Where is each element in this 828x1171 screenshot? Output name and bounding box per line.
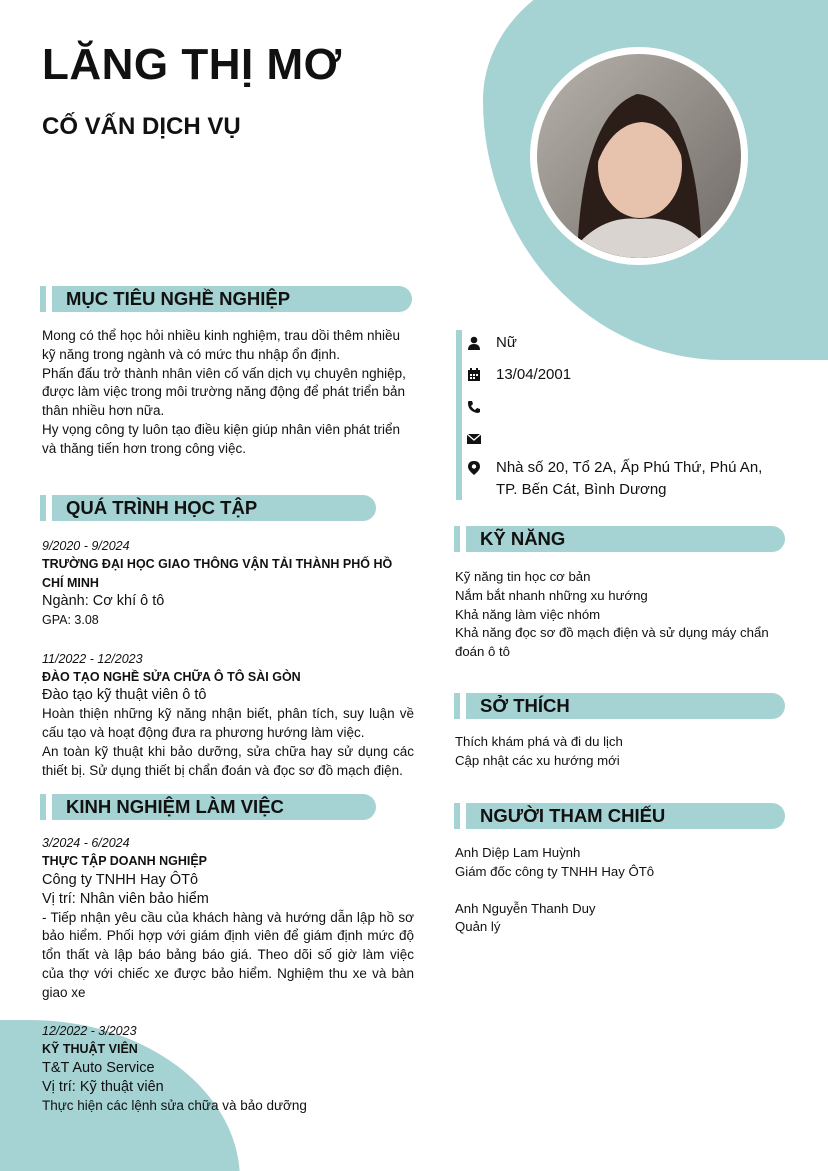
skill-item: Khả năng đọc sơ đồ mạch điện và sử dụng máy chẩn đoán ô tô bbox=[455, 625, 769, 660]
experience-detail: Thực hiện các lệnh sửa chữa và bảo dưỡng bbox=[42, 1097, 307, 1113]
experience-company: Công ty TNHH Hay ÔTô bbox=[42, 871, 199, 888]
education-major: Ngành: Cơ khí ô tô bbox=[42, 593, 165, 609]
objective-text bbox=[42, 327, 414, 459]
skill-item: Khả năng làm việc nhóm bbox=[455, 606, 601, 622]
profile-photo bbox=[537, 54, 741, 258]
hobbies-heading: SỞ THÍCH bbox=[480, 695, 570, 716]
address-line-2: TP. Bến Cát, Bình Dương bbox=[496, 481, 667, 498]
experience-date: 3/2024 - 6/2024 bbox=[42, 836, 130, 850]
skill-item: Nắm bắt nhanh những xu hướng bbox=[455, 587, 648, 603]
education-item bbox=[42, 650, 414, 781]
skills-heading: KỸ NĂNG bbox=[480, 528, 566, 549]
hobby-item: Cập nhật các xu hướng mới bbox=[455, 752, 620, 768]
reference-name: Anh Nguyễn Thanh Duy bbox=[455, 900, 596, 916]
education-date: 9/2020 - 9/2024 bbox=[42, 539, 130, 553]
candidate-job-title: CỐ VẤN DỊCH VỤ bbox=[42, 113, 241, 140]
address-line-1: Nhà số 20, Tổ 2A, Ấp Phú Thứ, Phú An, bbox=[496, 459, 763, 476]
objective-paragraph: Hy vọng công ty luôn tạo điều kiện giúp nhân viên phát triển và thăng tiến hơn trong công việc. bbox=[42, 421, 400, 456]
experience-heading: KINH NGHIỆM LÀM VIỆC bbox=[66, 796, 284, 817]
education-heading: QUÁ TRÌNH HỌC TẬP bbox=[66, 497, 258, 518]
phone-icon bbox=[467, 400, 481, 414]
education-gpa: GPA: 3.08 bbox=[42, 613, 99, 627]
experience-item bbox=[42, 1022, 414, 1115]
reference-name: Anh Diệp Lam Huỳnh bbox=[455, 845, 581, 860]
mail-icon bbox=[467, 432, 481, 446]
education-item bbox=[42, 537, 414, 630]
objective-heading: MỤC TIÊU NGHỀ NGHIỆP bbox=[66, 288, 291, 309]
education-detail: Hoàn thiện những kỹ năng nhận biết, phân tích, suy luận về cấu tạo và hoạt động đưa ra phương hướng làm việc. bbox=[42, 706, 414, 741]
objective-paragraph: Phấn đấu trở thành nhân viên cố vấn dịch vụ chuyên nghiệp, được làm việc trong môi trường năng động để phát triển bản thân nhiều hơn nữa. bbox=[42, 365, 406, 419]
experience-title: KỸ THUẬT VIÊN bbox=[42, 1042, 138, 1057]
user-icon bbox=[467, 336, 481, 350]
reference-role: Quản lý bbox=[455, 919, 501, 935]
gender-value: Nữ bbox=[496, 334, 517, 351]
skills-list bbox=[455, 568, 795, 662]
birthday-value: 13/04/2001 bbox=[496, 366, 572, 383]
objective-paragraph: Mong có thể học hỏi nhiều kinh nghiệm, trau dồi thêm nhiều kỹ năng trong ngành và có mức thu nhập ổn định. bbox=[42, 328, 400, 362]
calendar-icon bbox=[467, 368, 481, 382]
education-school: ĐÀO TẠO NGHỀ SỬA CHỮA Ô TÔ SÀI GÒN bbox=[42, 669, 301, 684]
experience-company: T&T Auto Service bbox=[42, 1059, 155, 1076]
experience-detail: - Tiếp nhận yêu cầu của khách hàng và hướng dẫn lập hồ sơ bảo hiểm. Phối hợp với giám định viên để giám định mức độ tổn thất và lập báo bảng báo giá. Theo dõi số giờ làm việc của thợ với chiếc xe được bảo hiểm. Nghiệm thu xe và bàn giao xe bbox=[42, 909, 414, 1000]
skill-item: Kỹ năng tin học cơ bản bbox=[455, 569, 591, 584]
reference-role: Giám đốc công ty TNHH Hay ÔTô bbox=[455, 863, 655, 879]
experience-list bbox=[42, 834, 414, 1116]
profile-photo-frame bbox=[526, 43, 752, 269]
info-accent-bar bbox=[456, 330, 462, 500]
education-detail: An toàn kỹ thuật khi bảo dưỡng, sửa chữa hay sử dụng các thiết bị. Sử dụng thiết bị chẩn đoán và đọc sơ đồ mạch điện. bbox=[42, 743, 414, 778]
experience-date: 12/2022 - 3/2023 bbox=[42, 1024, 137, 1039]
experience-position: Vị trí: Nhân viên bảo hiểm bbox=[42, 890, 209, 907]
references-list bbox=[455, 844, 795, 937]
education-date: 11/2022 - 12/2023 bbox=[42, 651, 143, 666]
references-heading: NGƯỜI THAM CHIẾU bbox=[480, 805, 666, 826]
experience-position: Vị trí: Kỹ thuật viên bbox=[42, 1078, 164, 1095]
experience-title: THỰC TẬP DOANH NGHIỆP bbox=[42, 854, 208, 868]
hobbies-list bbox=[455, 733, 795, 771]
location-icon bbox=[467, 461, 481, 475]
experience-item bbox=[42, 834, 414, 1002]
education-school: TRƯỜNG ĐẠI HỌC GIAO THÔNG VẬN TẢI THÀNH PHỐ HỒ CHÍ MINH bbox=[42, 557, 393, 590]
candidate-name: LĂNG THỊ MƠ bbox=[42, 40, 342, 89]
education-list bbox=[42, 537, 414, 780]
education-major: Đào tạo kỹ thuật viên ô tô bbox=[42, 687, 207, 704]
hobby-item: Thích khám phá và đi du lịch bbox=[455, 734, 623, 749]
